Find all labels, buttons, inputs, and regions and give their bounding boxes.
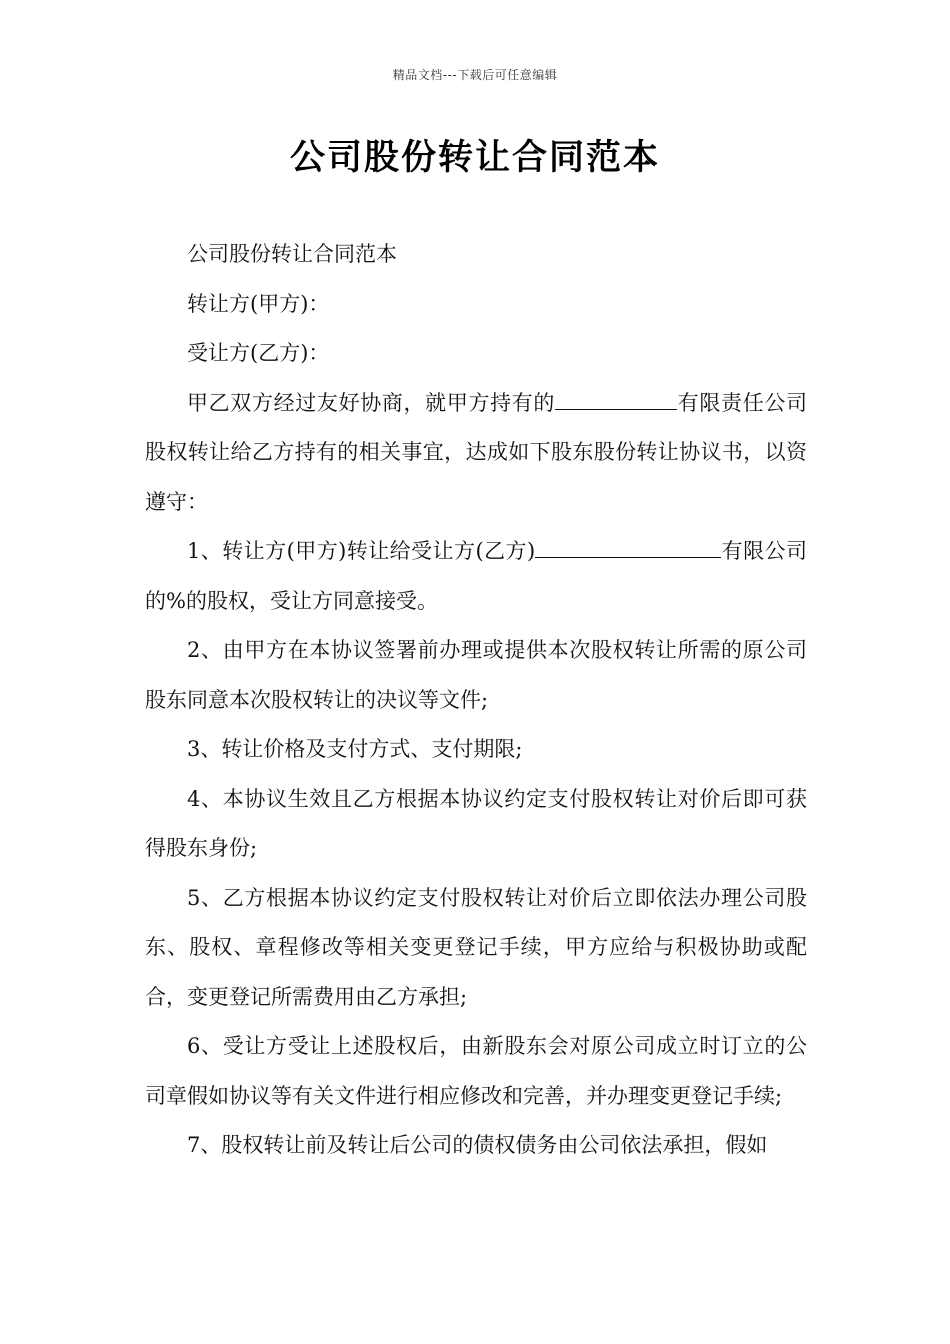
company-name-blank-2 xyxy=(535,536,721,558)
clause-1 xyxy=(145,527,807,626)
paragraph-transferor: 转让方(甲方)： xyxy=(187,291,330,316)
clause-5: 5、乙方根据本协议约定支付股权转让对价后立即依法办理公司股东、股权、章程修改等相关变更登记手续，甲方应给与积极协助或配合，变更登记所需费用由乙方承担; xyxy=(145,885,807,1009)
company-name-blank xyxy=(555,388,677,410)
clause-1-text-start: 1、转让方(甲方)转让给受让方(乙方) xyxy=(187,539,536,563)
paragraph-preamble xyxy=(145,379,807,528)
clause-2: 2、由甲方在本协议签署前办理或提供本次股权转让所需的原公司股东同意本次股权转让的决议等文件; xyxy=(145,638,807,712)
document-body xyxy=(145,230,807,1171)
clause-1-text-end: 有限公司的%的股权，受让方同意接受。 xyxy=(145,539,807,613)
clause-4: 4、本协议生效且乙方根据本协议约定支付股权转让对价后即可获得股东身份; xyxy=(145,786,807,860)
clause-7: 7、股权转让前及转让后公司的债权债务由公司依法承担，假如 xyxy=(187,1133,768,1157)
paragraph-contract-name: 公司股份转让合同范本 xyxy=(187,242,397,266)
preamble-text-end: 有限责任公司股权转让给乙方持有的相关事宜，达成如下股东股份转让协议书，以资遵守： xyxy=(145,390,808,514)
clause-6: 6、受让方受让上述股权后，由新股东会对原公司成立时订立的公司章假如协议等有关文件进行相应修改和完善，并办理变更登记手续; xyxy=(145,1034,807,1108)
clause-3: 3、转让价格及支付方式、支付期限; xyxy=(187,737,523,761)
header-note: 精品文档---下载后可任意编辑 xyxy=(392,68,558,82)
preamble-text-start: 甲乙双方经过友好协商，就甲方持有的 xyxy=(187,390,556,415)
paragraph-transferee: 受让方(乙方)： xyxy=(187,341,330,365)
document-title: 公司股份转让合同范本 xyxy=(289,138,660,178)
